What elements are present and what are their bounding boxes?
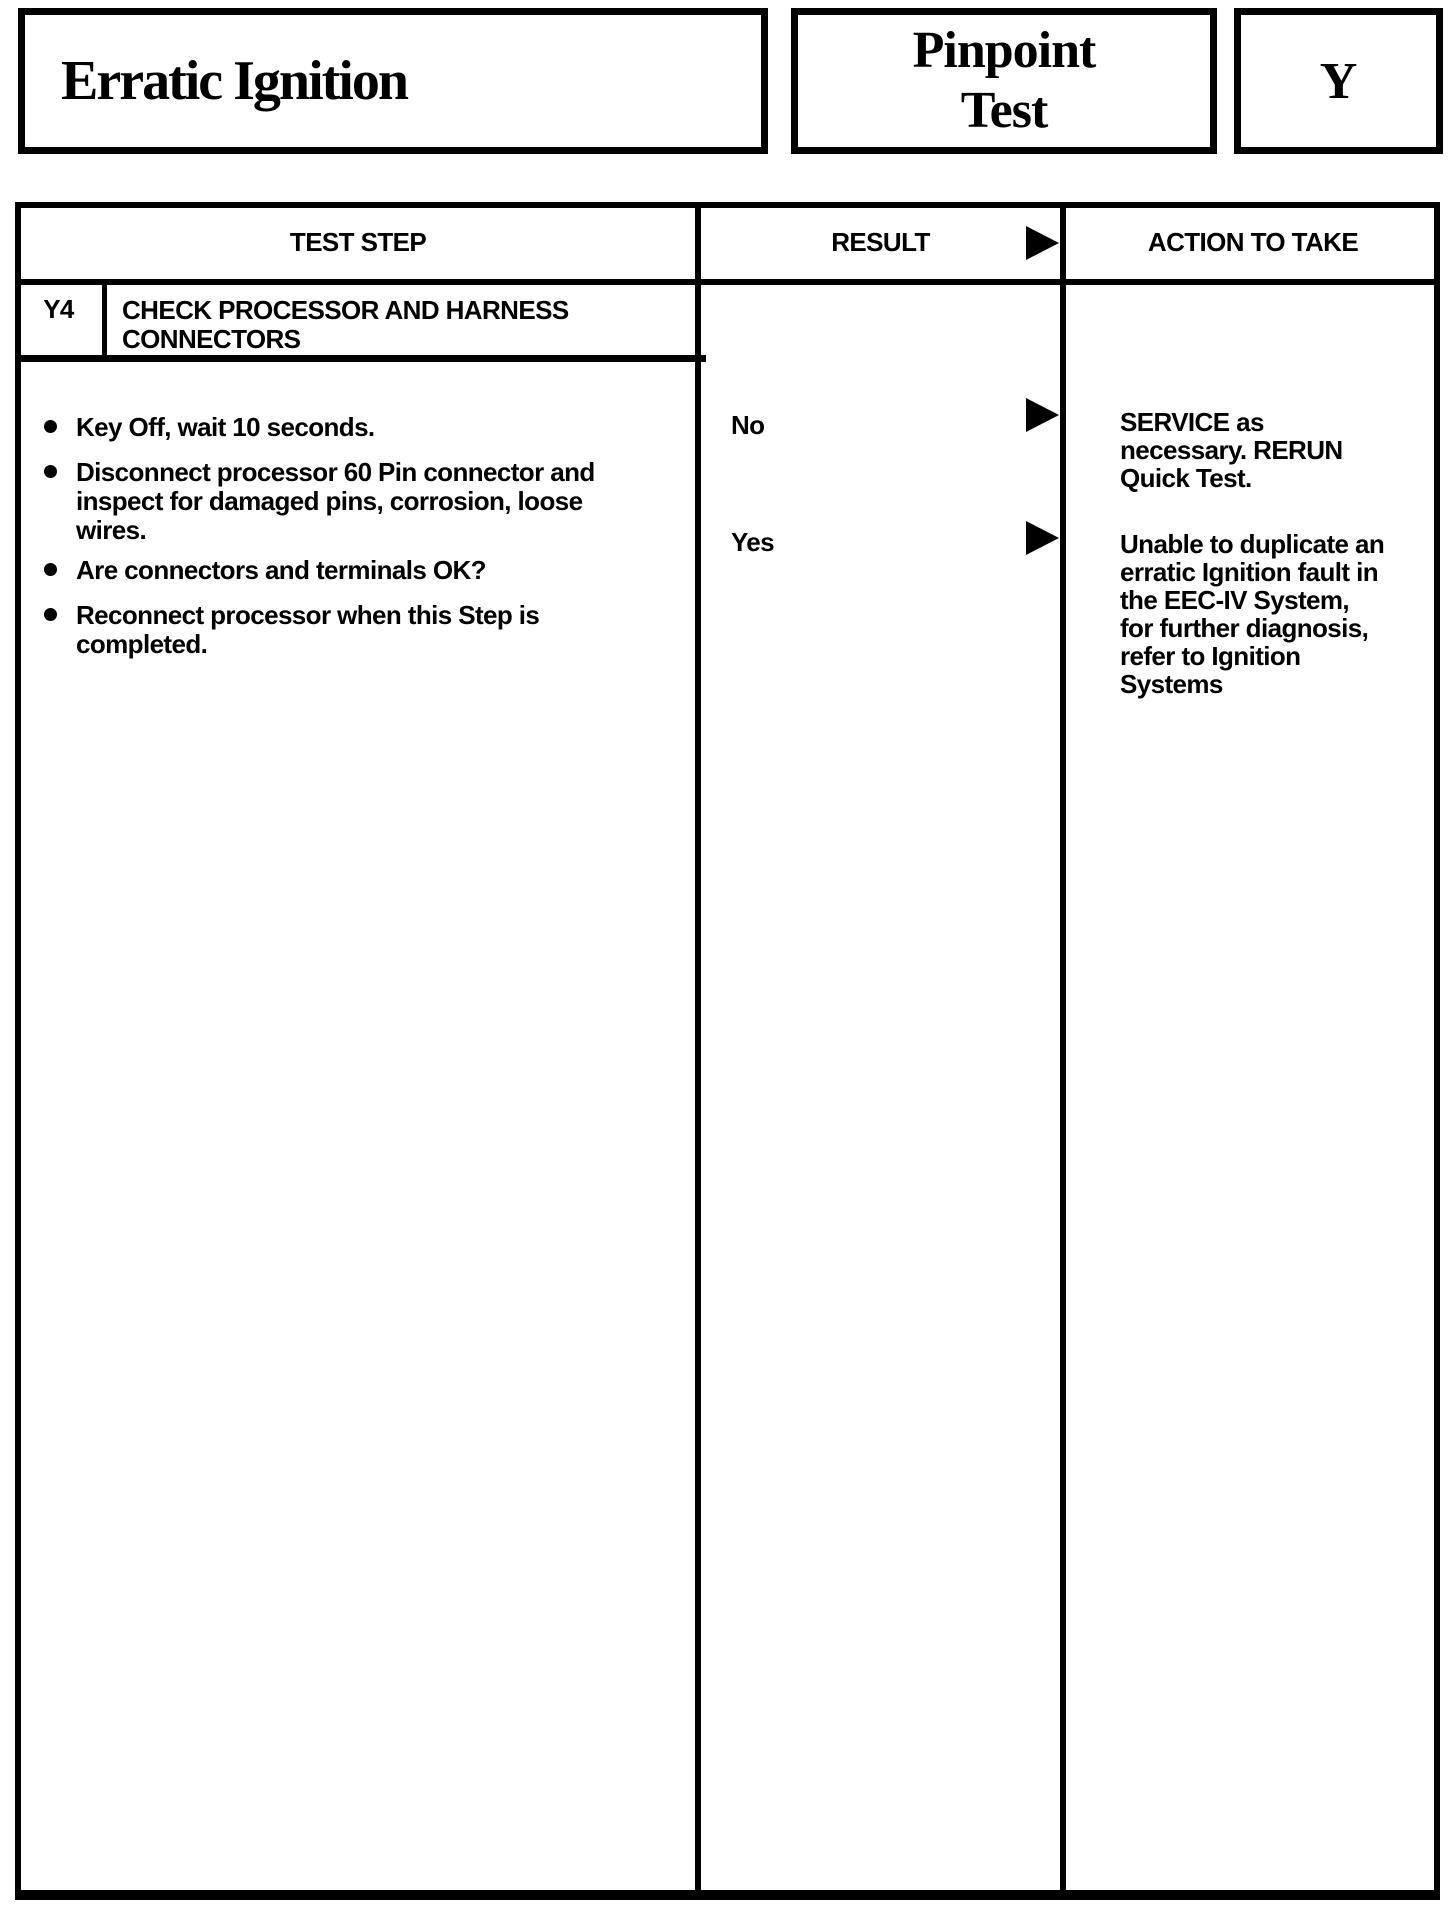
- doc-type-box: [791, 8, 1217, 154]
- step-id-divider: [102, 285, 107, 355]
- bullet-text-line: Reconnect processor when this Step is: [76, 600, 540, 630]
- bullet-text-line: Disconnect processor 60 Pin connector and: [76, 457, 595, 487]
- bullet-item: [76, 413, 375, 442]
- bullet-text-line: Are connectors and terminals OK?: [76, 555, 486, 585]
- action-text-line: SERVICE as: [1120, 407, 1264, 437]
- step-header-divider: [15, 355, 706, 362]
- result-label-yes: Yes: [731, 527, 775, 557]
- doc-type-line-1: Pinpoint: [912, 22, 1096, 79]
- action-text-line: Quick Test.: [1120, 463, 1252, 493]
- action-text-line: for further diagnosis,: [1120, 613, 1369, 643]
- result-label-no: No: [731, 410, 765, 440]
- test-letter-box: [1234, 8, 1443, 154]
- step-title-line: CONNECTORS: [122, 324, 301, 354]
- step-title-line: CHECK PROCESSOR AND HARNESS: [122, 295, 569, 325]
- doc-type-line-2: Test: [960, 82, 1048, 139]
- bullet-icon: [44, 563, 57, 576]
- action-text-line: the EEC-IV System,: [1120, 585, 1350, 615]
- bullet-text-line: Key Off, wait 10 seconds.: [76, 412, 375, 442]
- step-title: [122, 296, 569, 354]
- header-row-divider: [15, 279, 1440, 285]
- header-arrow-right-icon: [1026, 226, 1059, 260]
- column-header-result: RESULT: [831, 227, 930, 257]
- test-letter: Y: [1319, 52, 1358, 110]
- action-for-yes: [1120, 530, 1384, 698]
- page-title-box: [18, 8, 768, 154]
- bullet-text-line: completed.: [76, 629, 208, 659]
- bullet-item: [76, 458, 595, 545]
- column-header-test-step: TEST STEP: [289, 227, 427, 257]
- action-text-line: erratic Ignition fault in: [1120, 557, 1379, 587]
- action-text-line: Systems: [1120, 669, 1223, 699]
- step-id: Y4: [43, 294, 74, 324]
- action-text-line: necessary. RERUN: [1120, 435, 1343, 465]
- action-for-no: [1120, 408, 1343, 492]
- bullet-text-line: wires.: [76, 515, 147, 545]
- bullet-icon: [44, 420, 57, 433]
- bullet-icon: [44, 608, 57, 621]
- column-divider-action: [1060, 202, 1066, 1900]
- column-divider-result: [695, 202, 701, 1900]
- bullet-item: [76, 601, 539, 659]
- result-no-arrow-right-icon: [1026, 398, 1059, 432]
- action-text-line: refer to Ignition: [1120, 641, 1301, 671]
- result-yes-arrow-right-icon: [1026, 521, 1059, 555]
- doc-type-label: [913, 21, 1096, 141]
- bullet-text-line: inspect for damaged pins, corrosion, loose: [76, 486, 583, 516]
- bullet-icon: [44, 465, 57, 478]
- column-header-action: ACTION TO TAKE: [1147, 227, 1359, 257]
- page-title: Erratic Ignition: [61, 50, 407, 112]
- action-text-line: Unable to duplicate an: [1120, 529, 1385, 559]
- bullet-item: [76, 556, 486, 585]
